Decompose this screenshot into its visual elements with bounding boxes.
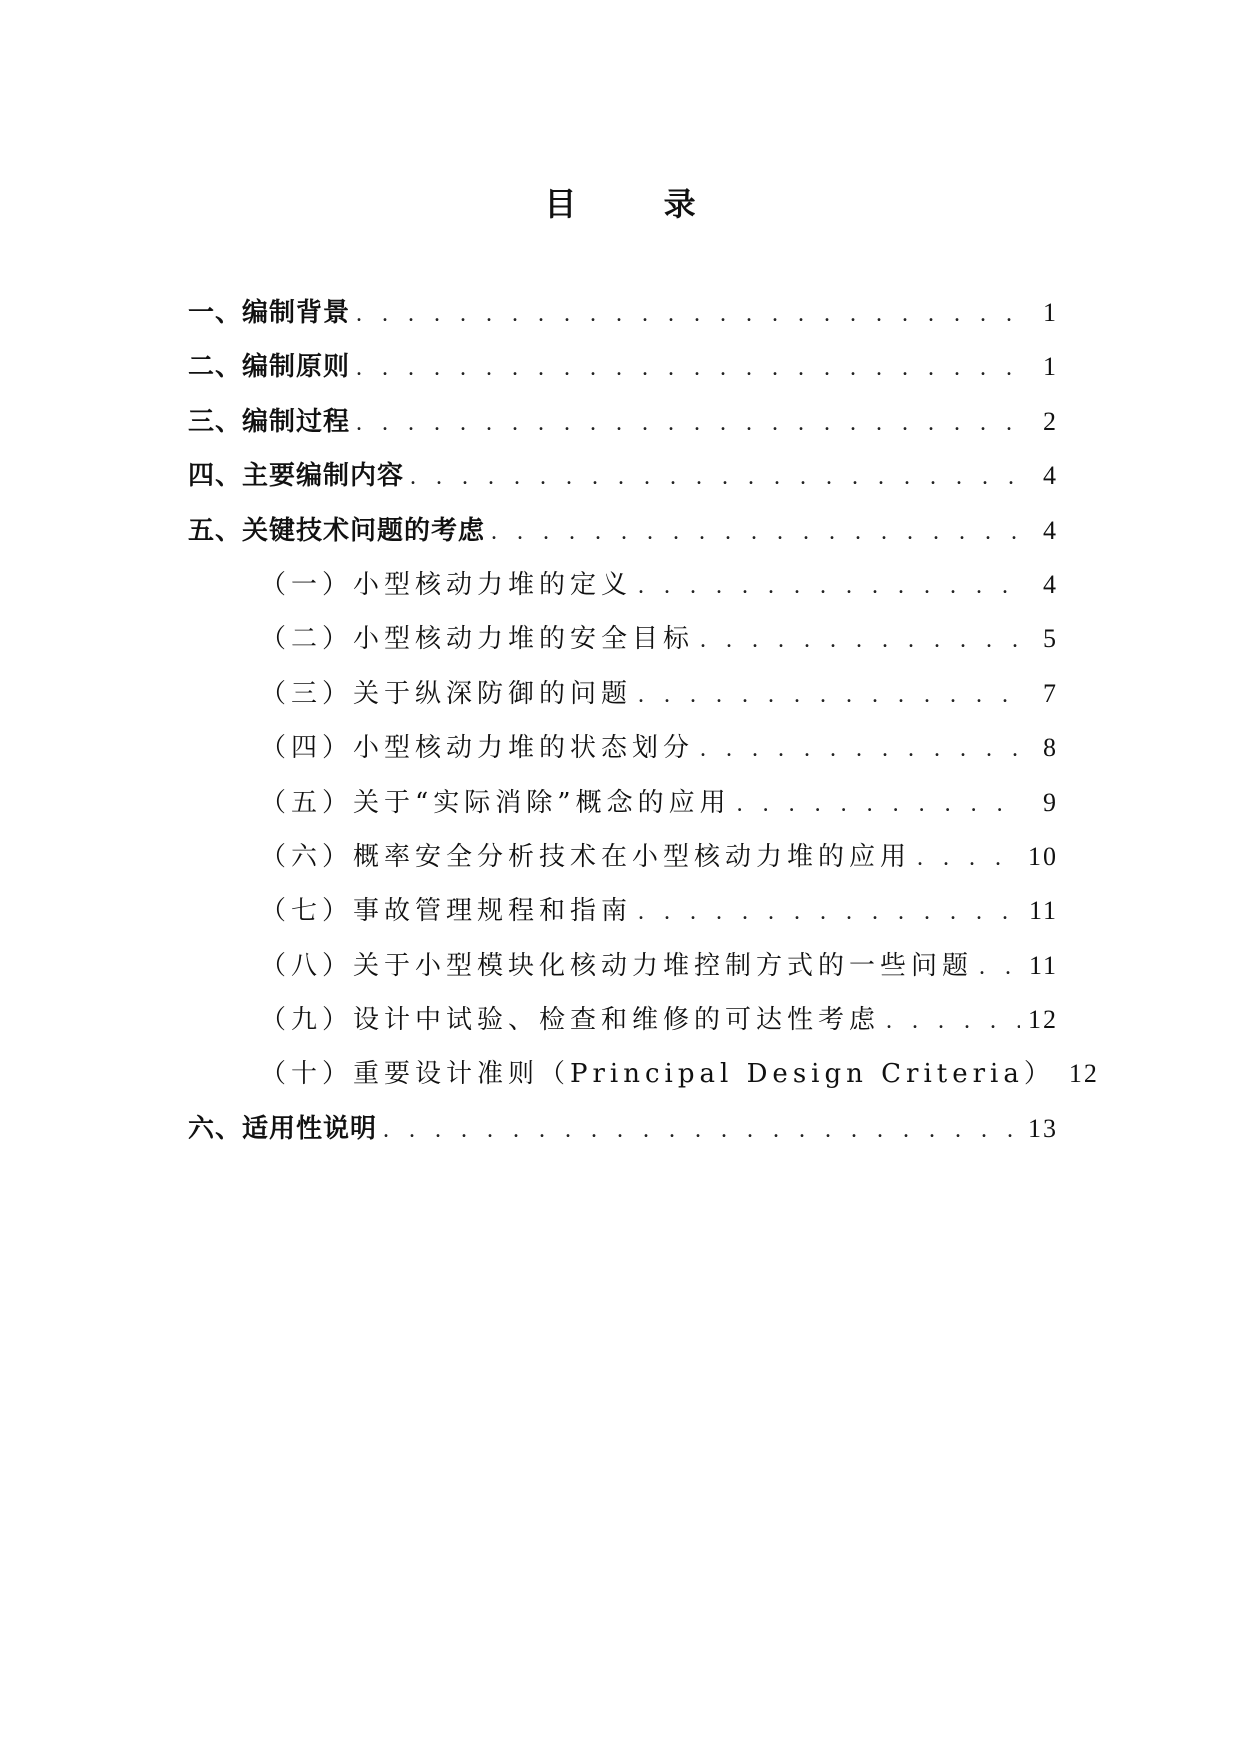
toc-leader-dots xyxy=(638,899,1021,926)
toc-subsection-entry[interactable] xyxy=(188,618,1058,672)
toc-entry-page-number: 11 xyxy=(1028,896,1058,926)
toc-entry-page-number: 13 xyxy=(1028,1113,1058,1143)
toc-section-entry[interactable] xyxy=(188,401,1058,455)
toc-entry-page-number: 4 xyxy=(1043,569,1058,599)
toc-entry-label: 六、适用性说明 xyxy=(188,1113,378,1144)
toc-entry-page-number: 12 xyxy=(1028,1005,1058,1035)
toc-entry-page-number: 10 xyxy=(1028,841,1058,871)
toc-entry-label: 三、编制过程 xyxy=(188,406,351,437)
toc-entry-page-number: 4 xyxy=(1043,515,1058,545)
toc-section-entry[interactable] xyxy=(188,1108,1058,1162)
toc-subsection-entry[interactable] xyxy=(188,727,1058,781)
toc-entry-page-number: 4 xyxy=(1043,461,1058,491)
toc-entry-label: （九）设计中试验、检查和维修的可达性考虑 xyxy=(260,1005,881,1036)
toc-subsection-entry[interactable] xyxy=(188,673,1058,727)
toc-entry-label: （五）关于“实际消除”概念的应用 xyxy=(260,787,731,818)
toc-leader-dots xyxy=(886,1008,1020,1035)
toc-section-entry[interactable] xyxy=(188,455,1058,509)
toc-subsection-entry[interactable] xyxy=(188,564,1058,618)
toc-entry-page-number: 2 xyxy=(1043,406,1058,436)
toc-subsection-entry[interactable] xyxy=(188,1053,1099,1107)
toc-entry-label: （二）小型核动力堆的安全目标 xyxy=(260,624,695,655)
toc-entry-label: （七）事故管理规程和指南 xyxy=(260,896,633,927)
toc-section-entry[interactable] xyxy=(188,292,1058,346)
toc-leader-dots xyxy=(700,627,1022,654)
toc-entry-page-number: 1 xyxy=(1043,352,1058,382)
toc-section-entry[interactable] xyxy=(188,510,1058,564)
toc-leader-dots xyxy=(356,355,1022,382)
table-of-contents xyxy=(188,292,1099,1162)
toc-entry-label: 二、编制原则 xyxy=(188,352,351,383)
toc-leader-dots xyxy=(356,410,1022,437)
toc-entry-label: （八）关于小型模块化核动力堆控制方式的一些问题 xyxy=(260,950,974,981)
toc-entry-page-number: 12 xyxy=(1068,1059,1099,1089)
page-title: 目 录 xyxy=(544,185,734,223)
toc-leader-dots xyxy=(737,791,1022,818)
toc-leader-dots xyxy=(638,682,1022,709)
toc-entry-label: （一）小型核动力堆的定义 xyxy=(260,569,633,600)
toc-entry-label: 一、编制背景 xyxy=(188,298,351,328)
toc-leader-dots xyxy=(917,845,1020,872)
toc-leader-dots xyxy=(491,519,1022,546)
toc-leader-dots xyxy=(638,573,1022,600)
toc-subsection-entry[interactable] xyxy=(188,890,1058,944)
toc-subsection-entry[interactable] xyxy=(188,999,1058,1053)
toc-entry-label: （六）概率安全分析技术在小型核动力堆的应用 xyxy=(260,841,912,872)
toc-leader-dots xyxy=(979,954,1021,981)
toc-section-entry[interactable] xyxy=(188,346,1058,400)
toc-leader-dots xyxy=(383,1117,1020,1144)
toc-leader-dots xyxy=(700,736,1022,763)
toc-leader-dots xyxy=(356,301,1022,328)
toc-subsection-entry[interactable] xyxy=(188,945,1058,999)
toc-entry-page-number: 1 xyxy=(1043,298,1058,327)
toc-entry-page-number: 8 xyxy=(1043,733,1058,763)
toc-entry-label: 四、主要编制内容 xyxy=(188,461,405,492)
toc-entry-label: （三）关于纵深防御的问题 xyxy=(260,678,633,709)
toc-entry-page-number: 5 xyxy=(1043,624,1058,654)
toc-entry-label: （四）小型核动力堆的状态划分 xyxy=(260,733,695,764)
toc-leader-dots xyxy=(410,464,1022,491)
toc-entry-page-number: 11 xyxy=(1028,950,1058,980)
toc-entry-label: （十）重要设计准则（Principal Design Criteria） xyxy=(260,1059,1055,1090)
toc-entry-page-number: 9 xyxy=(1043,787,1058,817)
toc-entry-page-number: 7 xyxy=(1043,678,1058,708)
toc-entry-label: 五、关键技术问题的考虑 xyxy=(188,515,486,546)
toc-subsection-entry[interactable] xyxy=(188,782,1058,836)
toc-subsection-entry[interactable] xyxy=(188,836,1058,890)
